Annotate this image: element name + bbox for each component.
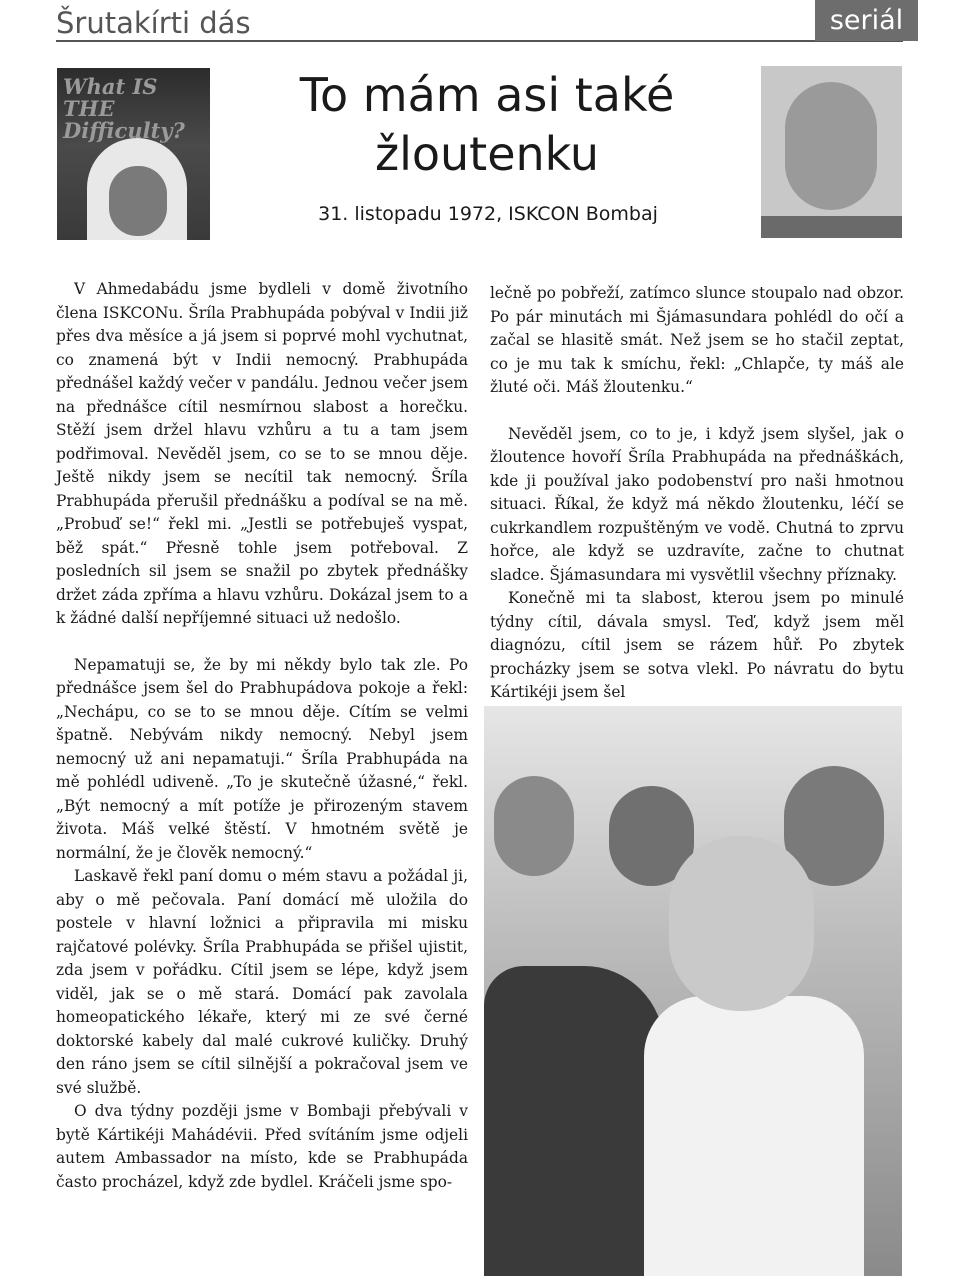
column-right: [490, 282, 904, 705]
section-badge: seriál: [815, 0, 918, 41]
book-cover-face: [109, 166, 167, 236]
article-subtitle: 31. listopadu 1972, ISKCON Bombaj: [318, 203, 658, 225]
article-title-line1: To mám asi také: [299, 68, 675, 122]
photo-main-figure-face: [669, 836, 814, 1011]
portrait-body: [761, 216, 902, 238]
book-cover-title: What IS THE Difficulty?: [63, 74, 185, 143]
paragraph: Laskavě řekl paní domu o mém stavu a požádal ji, aby o mě pečovala. Paní domácí mě uložila do postele v hlavní ložnici a připravila mi misku rajčatové polévky. Šríla Prabhupáda se přišel ujistit, zda jsem v pořádku. Cítil jsem se lépe, když jsem viděl, jak se o mě stará. Domácí pak zavolala homeopatického lékaře, který mi ze své černé doktorské kabely dal malé cukrové kuličky. Druhý den ráno jsem se cítil silnější a pokračoval jsem ve své službě.: [56, 867, 468, 1097]
paragraph: Konečně mi ta slabost, kterou jsem po minulé týdny cítil, dávala smysl. Teď, když jsem měl diagnózu, cítil jsem se rázem hůř. Po zbytek procházky jsem se sotva vlekl. Po návratu do bytu Kártikéji jsem šel: [490, 589, 904, 701]
group-photo: [484, 706, 902, 1276]
section-author: Šrutakírti dás: [56, 6, 251, 40]
paragraph: O dva týdny později jsme v Bombaji přebývali v bytě Kártikéji Mahádévii. Před svítáním jsme odjeli autem Ambassador na místo, kde se Prabhupáda často procházel, když zde bydlel. Kráčeli jsme spo-: [56, 1102, 468, 1191]
photo-person: [494, 776, 574, 876]
column-left-bottom: [56, 1100, 468, 1194]
book-cover-image: [57, 68, 210, 240]
header-rule: [56, 40, 903, 42]
column-left: [56, 278, 468, 1100]
paragraph: Nepamatuji se, že by mi někdy bylo tak zle. Po přednášce jsem šel do Prabhupádova pokoje a řekl: „Nechápu, co se to se mnou děje. Cítím se velmi špatně. Nebývám nikdy nemocný. Nebyl jsem nemocný už ani nepamatuji.“ Šríla Prabhupáda na mě pohlédl udiveně. „To je skutečně úžasné,“ řekl. „Být nemocný a mít potíže je přirozeným stavem života. Máš velké štěstí. V hmotném světě je normální, že je člověk nemocný.“: [56, 655, 468, 862]
photo-person-dark-robe: [484, 966, 664, 1276]
article-title: [280, 66, 694, 184]
paragraph-continued: lečně po pobřeží, zatímco slunce stoupalo nad obzor. Po pár minutách mi Šjámasundara pohlédl do očí a začal se hlasitě smát. Než jsem se ho stačil zeptat, co je mu tak k smíchu, řekl: „Chlapče, ty máš ale žluté oči. Máš žloutenku.“: [490, 284, 904, 396]
photo-main-figure-robe: [644, 996, 864, 1276]
paragraph: V Ahmedabádu jsme bydleli v domě životního člena ISKCONu. Šríla Prabhupáda pobýval v Indii již přes dva měsíce a já jsem si poprvé mohl vychutnat, co znamená být v Indii nemocný. Prabhupáda přednášel každý večer v pandálu. Jednou večer jsem na přednášce cítil nesmírnou slabost a horečku. Stěží jsem držel hlavu vzhůru a tu a tam jsem podřimoval. Nevěděl jsem, co se to se mnou děje. Ještě nikdy jsem se necítil tak nemocný. Šríla Prabhupáda přerušil přednášku a podíval se na mě. „Probuď se!“ řekl mi. „Jestli se potřebuješ vyspat, běž spát.“ Přesně tohle jsem potřeboval. Z posledních sil jsem se snažil po zbytek přednášky držet záda zpříma a hlavu vzhůru. Dokázal jsem to a k žádné další nepříjemné situaci už nedošlo.: [56, 280, 468, 627]
article-title-line2: žloutenku: [374, 127, 600, 181]
author-portrait-photo: [761, 66, 902, 238]
paragraph: Nevěděl jsem, co to je, i když jsem slyšel, jak o žloutence hovoří Šríla Prabhupáda na přednáškách, kde ji používal jako podobenství pro naši hmotnou situaci. Říkal, že když má někdo žloutenku, léčí se cukrkandlem rozpuštěným ve vodě. Chutná to zprvu hořce, ale když se uzdravíte, začne to chutnat sladce. Šjámasundara mi vysvětlil všechny příznaky.: [490, 424, 904, 584]
portrait-face: [785, 82, 877, 210]
